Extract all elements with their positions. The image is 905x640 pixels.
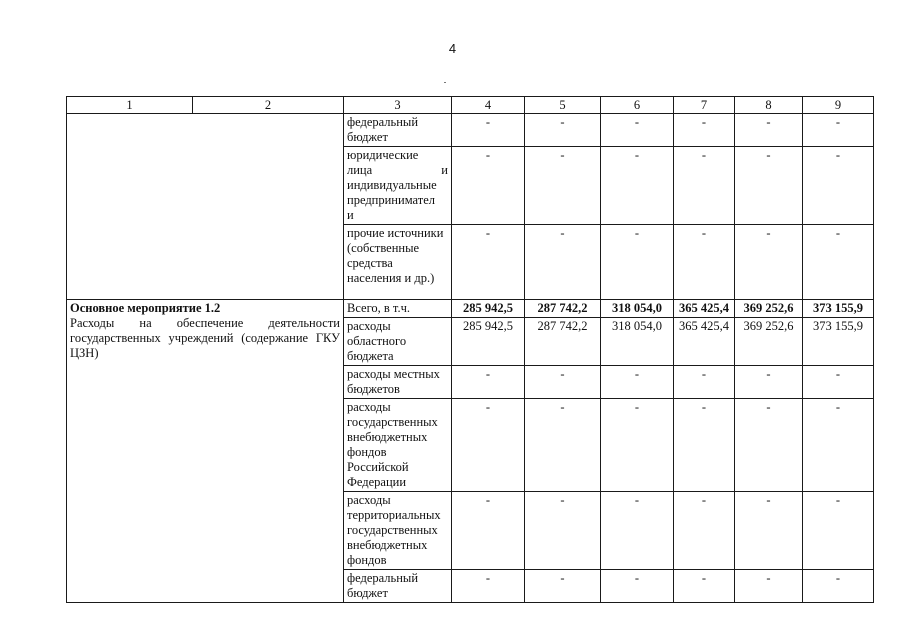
funding-source: расходы местных бюджетов — [344, 366, 452, 399]
value-cell: - — [735, 492, 803, 570]
table-row — [67, 114, 874, 147]
column-number: 2 — [193, 97, 344, 114]
column-number: 3 — [344, 97, 452, 114]
value-cell: - — [674, 399, 735, 492]
funding-source: прочие источники (собственные средства населения и др.) — [344, 225, 452, 300]
value-cell: - — [525, 492, 601, 570]
column-number: 8 — [735, 97, 803, 114]
funding-source-line: юридические — [347, 148, 419, 162]
value-cell: - — [803, 492, 874, 570]
value-cell: - — [452, 114, 525, 147]
column-number: 5 — [525, 97, 601, 114]
value-cell: - — [525, 147, 601, 225]
value-cell: - — [525, 114, 601, 147]
value-cell: - — [601, 570, 674, 603]
value-cell: 285 942,5 — [452, 300, 525, 318]
value-cell: 369 252,6 — [735, 300, 803, 318]
scan-speck — [444, 82, 446, 83]
value-cell: - — [452, 147, 525, 225]
value-cell: - — [525, 399, 601, 492]
funding-source: расходы территориальных государственных внебюджетных фондов — [344, 492, 452, 570]
value-cell: - — [803, 147, 874, 225]
funding-source: федеральный бюджет — [344, 570, 452, 603]
value-cell: 318 054,0 — [601, 300, 674, 318]
value-cell: - — [803, 114, 874, 147]
program-funding-table — [66, 96, 874, 603]
value-cell: - — [601, 225, 674, 300]
funding-source: федеральный бюджет — [344, 114, 452, 147]
activity-title: Основное мероприятие 1.2 — [70, 301, 221, 315]
value-cell: - — [452, 570, 525, 603]
funding-source-line: и — [347, 208, 354, 222]
activity-description: Расходы на обеспечение деятельности государственных учреждений (содержание ГКУ ЦЗН) — [70, 316, 340, 360]
value-cell: - — [525, 225, 601, 300]
value-cell: 285 942,5 — [452, 318, 525, 366]
table-row — [67, 300, 874, 318]
value-cell: - — [803, 399, 874, 492]
value-cell: - — [803, 570, 874, 603]
column-number-row — [67, 97, 874, 114]
value-cell: 318 054,0 — [601, 318, 674, 366]
value-cell: - — [735, 366, 803, 399]
column-number: 9 — [803, 97, 874, 114]
value-cell: 365 425,4 — [674, 318, 735, 366]
value-cell: - — [601, 399, 674, 492]
value-cell: 287 742,2 — [525, 300, 601, 318]
activity-cell — [67, 300, 344, 603]
value-cell: - — [735, 225, 803, 300]
value-cell: - — [525, 366, 601, 399]
value-cell: 373 155,9 — [803, 318, 874, 366]
value-cell: - — [674, 147, 735, 225]
value-cell: - — [601, 492, 674, 570]
value-cell: - — [735, 399, 803, 492]
value-cell: - — [735, 114, 803, 147]
funding-source-line: предпринимател — [347, 193, 435, 207]
funding-source-total: Всего, в т.ч. — [344, 300, 452, 318]
value-cell: - — [803, 225, 874, 300]
value-cell: 365 425,4 — [674, 300, 735, 318]
column-number: 4 — [452, 97, 525, 114]
value-cell: - — [452, 225, 525, 300]
value-cell: - — [674, 225, 735, 300]
value-cell: 373 155,9 — [803, 300, 874, 318]
value-cell: - — [601, 147, 674, 225]
value-cell: - — [803, 366, 874, 399]
value-cell: - — [601, 114, 674, 147]
funding-source: расходы областного бюджета — [344, 318, 452, 366]
value-cell: - — [674, 570, 735, 603]
value-cell: - — [452, 399, 525, 492]
value-cell: - — [452, 492, 525, 570]
value-cell: - — [601, 366, 674, 399]
value-cell: 369 252,6 — [735, 318, 803, 366]
funding-source: расходы государственных внебюджетных фондов Российской Федерации — [344, 399, 452, 492]
column-number: 7 — [674, 97, 735, 114]
column-number: 6 — [601, 97, 674, 114]
page-number: 4 — [448, 41, 457, 56]
value-cell: - — [735, 147, 803, 225]
funding-source-line: индивидуальные — [347, 178, 437, 192]
value-cell: 287 742,2 — [525, 318, 601, 366]
column-number: 1 — [67, 97, 193, 114]
value-cell: - — [525, 570, 601, 603]
value-cell: - — [452, 366, 525, 399]
value-cell: - — [735, 570, 803, 603]
value-cell: - — [674, 366, 735, 399]
funding-source — [344, 147, 452, 225]
previous-activity-cell — [67, 114, 344, 300]
value-cell: - — [674, 492, 735, 570]
value-cell: - — [674, 114, 735, 147]
funding-source-line: лица и — [347, 163, 448, 177]
